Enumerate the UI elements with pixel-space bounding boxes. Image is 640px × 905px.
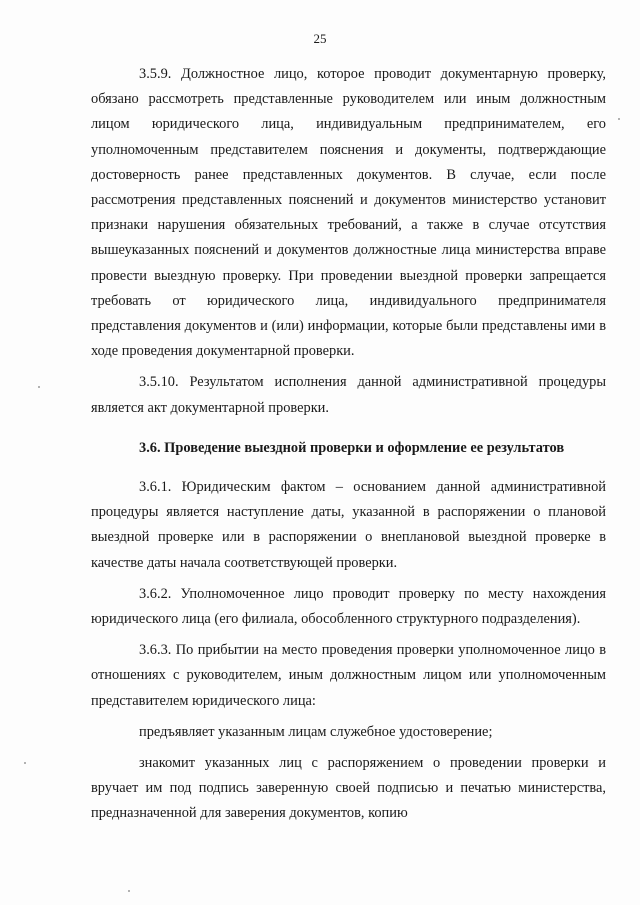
scan-speck	[128, 890, 130, 892]
paragraph-3-6-3: 3.6.3. По прибытии на место проведения проверки уполномоченное лицо в отношениях с руководителем, иным должностным лицом или уполномоченным представителем юридического лица:	[91, 642, 606, 709]
section-heading: 3.6. Проведение выездной проверки и оформление ее результатов	[139, 439, 565, 456]
scan-speck	[38, 386, 40, 388]
scan-speck	[618, 118, 620, 120]
page-number: 25	[313, 31, 327, 46]
paragraph-3-6-1: 3.6.1. Юридическим фактом – основанием данной административной процедуры является наступление даты, указанной в распоряжении о плановой выездной проверке или в распоряжении о внеплановой выездной проверке в качестве даты начала соответствующей проверки.	[91, 479, 606, 571]
scan-speck	[24, 762, 26, 764]
paragraph-3-6-2: 3.6.2. Уполномоченное лицо проводит проверку по месту нахождения юридического лица (его филиала, обособленного структурного подразделения).	[91, 585, 606, 628]
paragraph-3-5-9: 3.5.9. Должностное лицо, которое проводит документарную проверку, обязано рассмотреть представленные руководителем или иным должностным лицом юридического лица, индивидуальным предпринимателем, его уполномоченным представителем пояснения и документы, подтверждающие достоверность ранее представленных документов. В случае, если после рассмотрения представленных пояснений и документов министерство установит признаки нарушения обязательных требований, а также в случае отсутствия вышеуказанных пояснений и документов должностные лица министерства вправе провести выездную проверку. При проведении выездной проверки запрещается требовать от юридического лица, индивидуального предпринимателя представления документов и (или) информации, которые были представлены ими в ходе проведения документарной проверки.	[91, 66, 606, 360]
list-item-certificate: предъявляет указанным лицам служебное удостоверение;	[139, 723, 493, 740]
document-body	[91, 62, 606, 827]
list-item-order-copy: знакомит указанных лиц с распоряжением о проведении проверки и вручает им под подпись заверенную своей подписью и печатью министерства, предназначенной для заверения документов, копию	[91, 755, 606, 822]
paragraph-3-5-10: 3.5.10. Результатом исполнения данной административной процедуры является акт документарной проверки.	[91, 374, 606, 416]
